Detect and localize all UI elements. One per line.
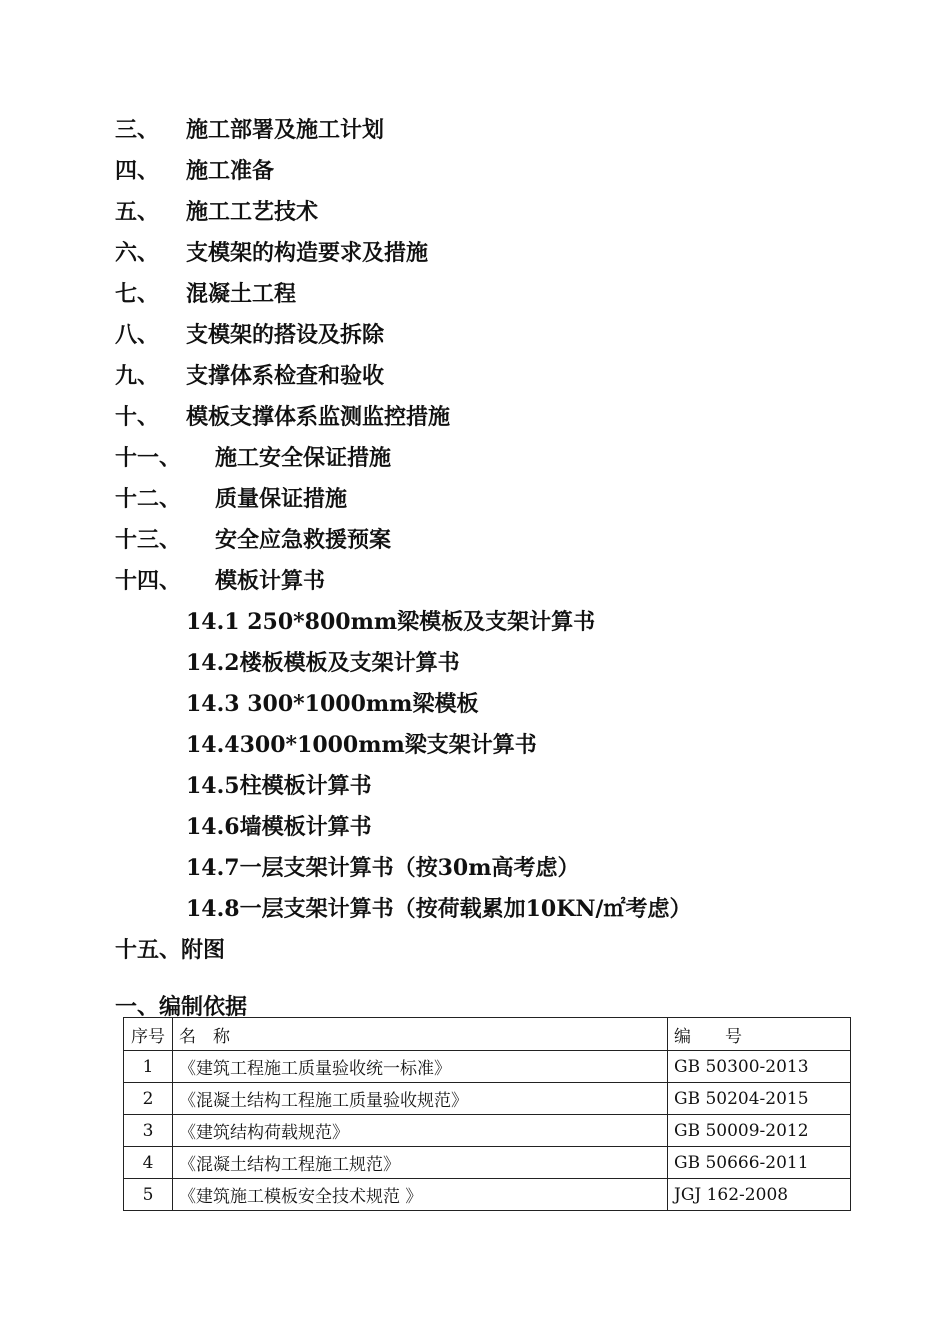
table-row	[124, 1051, 851, 1083]
cell-name: 《建筑施工模板安全技术规范 》	[173, 1179, 668, 1211]
toc-subitem: 14.5柱模板计算书	[186, 773, 372, 799]
toc-subitem: 14.2楼板模板及支架计算书	[186, 650, 460, 676]
toc-title: 施工安全保证措施	[215, 445, 392, 471]
toc-title: 安全应急救援预案	[215, 527, 392, 553]
toc-title: 施工工艺技术	[186, 199, 319, 225]
table-row	[124, 1083, 851, 1115]
toc-item	[115, 402, 451, 432]
toc-item	[115, 115, 385, 145]
table-row	[124, 1115, 851, 1147]
toc-number: 五、	[115, 199, 160, 225]
toc-number: 十、	[115, 404, 160, 430]
cell-code: GB 50009-2012	[668, 1115, 851, 1147]
cell-index: 4	[124, 1147, 173, 1179]
reference-table	[123, 1017, 851, 1211]
toc-title: 支模架的构造要求及措施	[186, 240, 429, 266]
toc-item	[115, 484, 348, 514]
toc-number: 十四、	[115, 568, 182, 594]
toc-subitem: 14.8一层支架计算书（按荷载累加10KN/㎡考虑）	[186, 896, 692, 922]
cell-index: 5	[124, 1179, 173, 1211]
cell-name: 《混凝土结构工程施工质量验收规范》	[173, 1083, 668, 1115]
toc-number: 三、	[115, 117, 160, 143]
header-code: 编 号	[668, 1018, 851, 1051]
cell-name: 《建筑结构荷载规范》	[173, 1115, 668, 1147]
toc-item	[115, 566, 326, 596]
toc-title: 支模架的搭设及拆除	[186, 322, 385, 348]
cell-name: 《建筑工程施工质量验收统一标准》	[173, 1051, 668, 1083]
table-row	[124, 1179, 851, 1211]
table-header-row	[124, 1018, 851, 1051]
cell-code: GB 50300-2013	[668, 1051, 851, 1083]
toc-title: 质量保证措施	[215, 486, 348, 512]
toc-number: 八、	[115, 322, 160, 348]
toc-title: 施工准备	[186, 158, 275, 184]
header-name: 名 称	[173, 1018, 668, 1051]
toc-item	[115, 156, 275, 186]
toc-item	[115, 361, 385, 391]
toc-number: 十一、	[115, 445, 182, 471]
toc-title: 模板计算书	[215, 568, 326, 594]
toc-number: 十三、	[115, 527, 182, 553]
toc-title: 施工部署及施工计划	[186, 117, 385, 143]
toc-item-appendix: 十五、附图	[115, 937, 226, 963]
cell-index: 2	[124, 1083, 173, 1115]
toc-number: 九、	[115, 363, 160, 389]
toc-subitem: 14.7一层支架计算书（按30m高考虑）	[186, 855, 580, 881]
cell-code: JGJ 162-2008	[668, 1179, 851, 1211]
toc-subitem: 14.4300*1000mm梁支架计算书	[186, 732, 537, 758]
toc-number: 七、	[115, 281, 160, 307]
toc-subitem: 14.3 300*1000mm梁模板	[186, 691, 479, 717]
toc-title: 支撑体系检查和验收	[186, 363, 385, 389]
toc-title: 混凝土工程	[186, 281, 297, 307]
cell-index: 3	[124, 1115, 173, 1147]
cell-name: 《混凝土结构工程施工规范》	[173, 1147, 668, 1179]
toc-number: 六、	[115, 240, 160, 266]
toc-number: 十二、	[115, 486, 182, 512]
toc-subitem: 14.6墙模板计算书	[186, 814, 372, 840]
header-index: 序号	[124, 1018, 173, 1051]
cell-code: GB 50666-2011	[668, 1147, 851, 1179]
toc-item	[115, 320, 385, 350]
cell-code: GB 50204-2015	[668, 1083, 851, 1115]
toc-item	[115, 443, 392, 473]
toc-title: 模板支撑体系监测监控措施	[186, 404, 451, 430]
table-row	[124, 1147, 851, 1179]
toc-subitem: 14.1 250*800mm梁模板及支架计算书	[186, 609, 596, 635]
toc-item	[115, 197, 319, 227]
section-heading: 一、编制依据	[115, 994, 248, 1020]
cell-index: 1	[124, 1051, 173, 1083]
toc-item	[115, 525, 392, 555]
toc-item	[115, 279, 297, 309]
toc-item	[115, 238, 429, 268]
toc-number: 四、	[115, 158, 160, 184]
